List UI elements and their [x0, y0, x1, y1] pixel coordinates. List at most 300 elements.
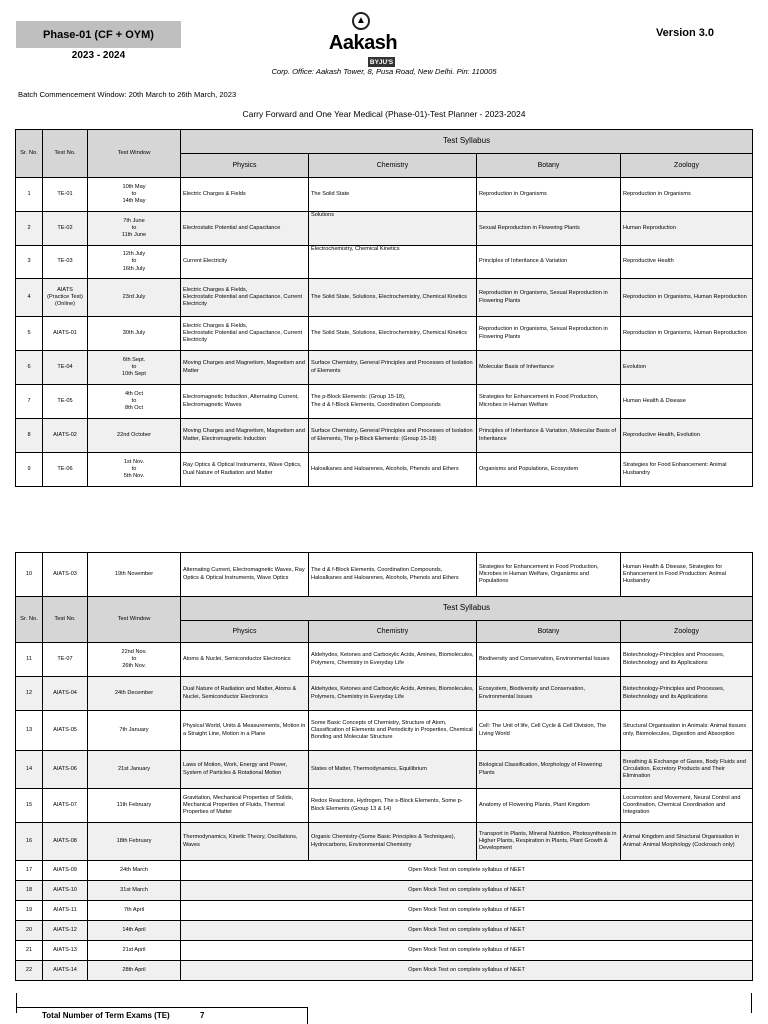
row-test-no: AIATS-13 — [43, 941, 88, 961]
row-physics — [181, 419, 309, 453]
row-physics-text: Electrostatic Potential and Capacitance — [183, 224, 281, 231]
row-zoology — [621, 351, 753, 385]
row-physics — [181, 677, 309, 711]
row-botany-text: Strategies for Enhancement in Food Production, Microbes in Human Welfare — [479, 394, 599, 408]
col-header-syllabus: Test Syllabus — [181, 130, 753, 154]
col-header-window: Test Window — [88, 130, 181, 178]
row-botany-text: Transport in Plants, Mineral Nutrition, Photosynthesis in Higher Plants, Respiration in Plants, Plant Growth & Development — [479, 830, 617, 852]
footer-border-right — [751, 993, 752, 1013]
row-test-window: 14th April — [88, 921, 181, 941]
row-sr-no-text: 3 — [27, 258, 31, 265]
row-botany — [477, 643, 621, 677]
row-sr-no — [16, 677, 43, 711]
row-sr-no-text: 2 — [27, 224, 31, 231]
row-sr-no-text: 1 — [27, 190, 31, 197]
row-botany — [477, 385, 621, 419]
row-botany — [477, 823, 621, 861]
row-chemistry — [309, 279, 477, 317]
row-zoology — [621, 751, 753, 789]
row-test-window — [88, 823, 181, 861]
row-zoology-text: Human Health & Disease — [623, 397, 686, 404]
row-test-window-text: 7th June to 11th June — [121, 217, 147, 239]
row-test-window — [88, 351, 181, 385]
row-test-no-text: AIATS-04 — [53, 689, 77, 696]
row-sr-no-text: 10 — [25, 570, 33, 577]
col-header-chemistry: Chemistry — [309, 154, 477, 178]
row-test-no: AIATS-14 — [43, 961, 88, 981]
row-test-no: AIATS-12 — [43, 921, 88, 941]
row-test-no — [43, 751, 88, 789]
row-zoology — [621, 453, 753, 487]
table-row — [16, 921, 753, 941]
table-row — [16, 751, 753, 789]
table-row — [16, 212, 753, 246]
row-test-no-text: TE-05 — [57, 397, 73, 404]
row-sr-no — [16, 317, 43, 351]
table-row — [16, 961, 753, 981]
row-test-no-text: AIATS-05 — [53, 726, 77, 733]
col-header-sr: Sr. No. — [16, 130, 43, 178]
footer-border-left — [16, 993, 17, 1013]
row-botany — [477, 419, 621, 453]
row-sr-no — [16, 453, 43, 487]
row-zoology — [621, 643, 753, 677]
row-test-no — [43, 385, 88, 419]
table-row — [16, 941, 753, 961]
row-sr-no: 22 — [16, 961, 43, 981]
row-test-no — [43, 677, 88, 711]
batch-window: Batch Commencement Window: 20th March to 26th March, 2023 — [18, 90, 237, 99]
logo-text: Aakash — [328, 32, 398, 54]
row-test-no — [43, 823, 88, 861]
row-physics — [181, 823, 309, 861]
row-test-window-text: 12th July to 16th July — [122, 251, 146, 272]
row-physics — [181, 212, 309, 246]
col-header-botany: Botany — [477, 154, 621, 178]
phase-label: Phase-01 (CF + OYM) — [16, 21, 181, 48]
col-header-syllabus: Test Syllabus — [181, 597, 753, 621]
row-botany — [477, 711, 621, 751]
row-physics-text: Gravitation, Mechanical Properties of Solids, Mechanical Properties of Fluids, Thermal Properties of Matter — [183, 794, 294, 816]
row-test-no — [43, 212, 88, 246]
row-physics — [181, 317, 309, 351]
row-sr-no-text: 13 — [25, 726, 33, 733]
row-physics — [181, 453, 309, 487]
row-chemistry-text: Organic Chemistry-(Some Basic Principles & Techniques), Hydrocarbons, Environmental Chemistry — [311, 834, 456, 848]
table-row — [16, 789, 753, 823]
table-row — [16, 419, 753, 453]
row-zoology-text: Animal Kingdom and Structural Organisation in Animal: Animal Morphology (Cockroach only) — [623, 834, 740, 848]
row-sr-no — [16, 823, 43, 861]
row-zoology — [621, 553, 753, 597]
planner-title: Carry Forward and One Year Medical (Phase-01)-Test Planner - 2023-2024 — [242, 109, 526, 119]
row-test-window — [88, 246, 181, 279]
row-sr-no: 20 — [16, 921, 43, 941]
row-sr-no — [16, 351, 43, 385]
row-test-window-text: 19th November — [114, 570, 154, 577]
row-sr-no — [16, 419, 43, 453]
table-row — [16, 178, 753, 212]
row-chemistry — [309, 789, 477, 823]
row-test-window-text: 6th Sept. to 10th Sept — [122, 356, 146, 378]
row-sr-no — [16, 178, 43, 212]
row-sr-no — [16, 553, 43, 597]
row-sr-no-text: 6 — [27, 363, 31, 370]
table-row — [16, 881, 753, 901]
table-row — [16, 246, 753, 279]
row-physics — [181, 553, 309, 597]
row-test-window-text: 22nd Nov. to 26th Nov. — [121, 648, 147, 670]
row-sr-no-text: 16 — [25, 837, 33, 844]
row-test-no: AIATS-11 — [43, 901, 88, 921]
row-zoology-text: Human Health & Disease, Strategies for Enhancement in Food Production: Animal Husbandry — [623, 563, 726, 585]
row-mock-test-syllabus: Open Mock Test on complete syllabus of NEET — [181, 941, 753, 961]
row-chemistry-text: Some Basic Concepts of Chemistry, Structure of Atom, Classification of Elements and Periodicity in Properties, Chemical Bonding and Molecular Structure — [311, 719, 473, 741]
row-physics-text: Electric Charges & Fields, Electrostatic Potential and Capacitance, Current Electricity — [183, 286, 303, 308]
row-zoology — [621, 178, 753, 212]
row-physics-text: Moving Charges and Magnetism, Magnetism and Matter, Electromagnetic Induction — [183, 428, 305, 442]
row-zoology-text: Strategies for Food Enhancement: Animal Husbandry — [623, 462, 727, 476]
col-header-test: Test No. — [43, 597, 88, 643]
row-botany — [477, 453, 621, 487]
row-sr-no — [16, 789, 43, 823]
row-physics-text: Ray Optics & Optical Instruments, Wave Optics, Dual Nature of Radiation and Matter — [183, 462, 302, 476]
row-chemistry — [309, 711, 477, 751]
row-sr-no: 17 — [16, 861, 43, 881]
row-botany — [477, 246, 621, 279]
row-chemistry — [309, 351, 477, 385]
col-header-physics: Physics — [181, 621, 309, 643]
row-mock-test-syllabus: Open Mock Test on complete syllabus of NEET — [181, 881, 753, 901]
row-test-no-text: AIATS-08 — [53, 837, 77, 844]
row-chemistry-text: The Solid State, Solutions, Electrochemistry, Chemical Kinetics — [311, 293, 467, 300]
row-test-window — [88, 212, 181, 246]
row-botany-text: Biological Classification, Morphology of Flowering Plants — [479, 762, 602, 776]
row-physics — [181, 385, 309, 419]
row-test-window: 24th March — [88, 861, 181, 881]
row-test-no-text: TE-04 — [57, 363, 73, 370]
row-zoology — [621, 279, 753, 317]
row-test-no-text: TE-03 — [57, 258, 73, 265]
row-zoology-text: Evolution — [623, 363, 647, 370]
col-header-window: Test Window — [88, 597, 181, 643]
row-botany — [477, 212, 621, 246]
row-test-no-text: TE-02 — [57, 224, 73, 231]
row-sr-no: 19 — [16, 901, 43, 921]
row-botany — [477, 553, 621, 597]
row-test-window: 31st March — [88, 881, 181, 901]
row-test-no — [43, 453, 88, 487]
row-test-no — [43, 317, 88, 351]
row-sr-no-text: 7 — [27, 397, 31, 404]
row-botany-text: Biodiversity and Conservation, Environmental Issues — [479, 655, 610, 662]
row-botany-text: Cell: The Unit of life, Cell Cycle & Cell Division, The Living World — [479, 723, 607, 737]
table-row — [16, 317, 753, 351]
table-row — [16, 677, 753, 711]
row-test-no: AIATS-09 — [43, 861, 88, 881]
row-physics-text: Dual Nature of Radiation and Matter, Atoms & Nuclei, Semiconductor Electronics — [183, 686, 297, 700]
row-zoology-text: Reproduction in Organisms — [623, 190, 691, 197]
row-sr-no-text: 4 — [27, 293, 31, 300]
row-zoology-text: Structural Organisation in Animals: Animal tissues only, Biomolecules, Digestion and Absorption — [623, 723, 747, 737]
row-test-window-text: 10th May to 14th May — [122, 183, 146, 205]
row-test-no-text: AIATS-01 — [53, 329, 77, 336]
table-row — [16, 823, 753, 861]
row-zoology — [621, 789, 753, 823]
footer-divider-vertical — [307, 1007, 308, 1024]
table-row — [16, 385, 753, 419]
row-physics-text: Physical World, Units & Measurements, Motion in a Straight Line, Motion in a Plane — [183, 723, 306, 737]
row-sr-no: 21 — [16, 941, 43, 961]
row-chemistry — [309, 677, 477, 711]
row-sr-no — [16, 246, 43, 279]
row-botany-text: Ecosystem, Biodiversity and Conservation, Environmental Issues — [479, 686, 586, 700]
row-zoology-text: Reproductive Health, Evolution — [623, 431, 700, 438]
row-botany-text: Reproduction in Organisms — [479, 190, 547, 197]
row-test-no — [43, 178, 88, 212]
row-zoology — [621, 317, 753, 351]
row-botany-text: Organisms and Populations, Ecosystem — [479, 465, 579, 472]
row-mock-test-syllabus: Open Mock Test on complete syllabus of NEET — [181, 901, 753, 921]
row-physics — [181, 643, 309, 677]
row-test-window — [88, 677, 181, 711]
col-header-chemistry: Chemistry — [309, 621, 477, 643]
row-sr-no — [16, 212, 43, 246]
row-chemistry-text: Solutions — [311, 212, 335, 218]
row-mock-test-syllabus: Open Mock Test on complete syllabus of NEET — [181, 861, 753, 881]
row-test-no — [43, 789, 88, 823]
row-test-window-text: 1st Nov. to 5th Nov. — [123, 458, 145, 480]
row-chemistry-text: Surface Chemistry, General Principles and Processes of Isolation of Elements — [311, 360, 473, 374]
row-zoology — [621, 823, 753, 861]
row-botany — [477, 677, 621, 711]
row-botany-text: Sexual Reproduction in Flowering Plants — [479, 224, 580, 231]
row-chemistry — [309, 317, 477, 351]
row-botany — [477, 751, 621, 789]
row-botany-text: Anatomy of Flowering Plants, Plant Kingdom — [479, 801, 590, 808]
table-row — [16, 711, 753, 751]
row-test-window — [88, 751, 181, 789]
row-sr-no-text: 8 — [27, 431, 31, 438]
row-botany-text: Principles of Inheritance & Variation — [479, 258, 568, 265]
row-test-window-text: 22nd October — [117, 431, 151, 438]
row-zoology-text: Reproduction in Organisms, Human Reproduction — [623, 293, 747, 300]
row-zoology — [621, 385, 753, 419]
row-chemistry — [309, 453, 477, 487]
row-zoology-text: Locomotion and Movement, Neural Control and Coordination, Chemical Coordination and Integration — [623, 794, 741, 816]
col-header-physics: Physics — [181, 154, 309, 178]
col-header-botany: Botany — [477, 621, 621, 643]
row-test-no — [43, 279, 88, 317]
row-botany — [477, 351, 621, 385]
table-row — [16, 861, 753, 881]
row-test-no-text: AIATS-02 — [53, 431, 77, 438]
row-sr-no-text: 5 — [27, 329, 31, 336]
row-sr-no — [16, 711, 43, 751]
row-sr-no-text: 14 — [25, 765, 33, 772]
row-zoology — [621, 212, 753, 246]
row-test-no-text: TE-07 — [57, 655, 73, 662]
row-sr-no — [16, 751, 43, 789]
row-test-window-text: 4th Oct to 8th Oct — [124, 390, 144, 412]
row-test-window — [88, 711, 181, 751]
row-sr-no-text: 15 — [25, 801, 33, 808]
row-test-window — [88, 317, 181, 351]
table-row — [16, 901, 753, 921]
academic-year: 2023 - 2024 — [71, 50, 126, 61]
row-test-window — [88, 643, 181, 677]
row-test-window: 28th April — [88, 961, 181, 981]
row-test-window-text: 30th July — [122, 329, 146, 336]
row-test-window — [88, 279, 181, 317]
row-chemistry-text: The d & f-Block Elements, Coordination Compounds, Haloalkanes and Haloarenes, Alcohols, Phenols and Ethers — [311, 567, 459, 581]
row-physics-text: Electromagnetic Induction, Alternating Current, Electromagnetic Waves — [183, 394, 299, 408]
row-test-window — [88, 789, 181, 823]
table-row — [16, 643, 753, 677]
row-physics — [181, 246, 309, 279]
table-row — [16, 351, 753, 385]
row-test-no-text: AIATS-07 — [53, 801, 77, 808]
row-zoology — [621, 419, 753, 453]
row-zoology-text: Biotechnology-Principles and Processes, Biotechnology and its Applications — [623, 686, 725, 700]
row-physics-text: Alternating Current, Electromagnetic Waves, Ray Optics & Optical Instruments, Wave Optics — [183, 567, 305, 581]
row-chemistry-text: The p-Block Elements: (Group 15-18), The d & f-Block Elements, Coordination Compounds — [311, 394, 441, 408]
row-test-window — [88, 385, 181, 419]
row-test-window — [88, 453, 181, 487]
row-botany-text: Molecular Basis of Inheritance — [479, 363, 554, 370]
row-botany-text: Principles of Inheritance & Variation, Molecular Basis of Inheritance — [479, 428, 617, 442]
row-zoology-text: Reproduction in Organisms, Human Reproduction — [623, 329, 747, 336]
version-label: Version 3.0 — [655, 27, 715, 39]
row-botany-text: Reproduction in Organisms, Sexual Reproduction in Flowering Plants — [479, 290, 608, 304]
row-physics — [181, 178, 309, 212]
row-test-no — [43, 643, 88, 677]
row-botany — [477, 279, 621, 317]
row-physics-text: Laws of Motion, Work, Energy and Power, System of Particles & Rotational Motion — [183, 762, 288, 776]
row-botany — [477, 178, 621, 212]
row-physics — [181, 711, 309, 751]
row-test-window-text: 11th February — [116, 801, 152, 808]
row-zoology-text: Biotechnology-Principles and Processes, Biotechnology and its Applications — [623, 652, 725, 666]
aakash-logo — [318, 10, 408, 70]
row-test-window-text: 23rd July — [122, 293, 146, 300]
row-botany-text: Strategies for Enhancement in Food Production, Microbes in Human Welfare, Organisms and Populations — [479, 563, 599, 585]
row-zoology-text: Reproductive Health — [623, 258, 674, 265]
row-botany — [477, 789, 621, 823]
row-test-no-text: TE-06 — [57, 465, 73, 472]
row-chemistry-text: Redox Reactions, Hydrogen, The s-Block Elements, Some p-Block Elements (Group 13 & 14) — [311, 798, 463, 812]
logo-sub: BYJU'S — [369, 58, 394, 66]
row-chemistry-text: Aldehydes, Ketones and Carboxylic Acids, Amines, Biomolecules, Polymers, Chemistry in Everyday Life — [311, 686, 474, 700]
row-test-no — [43, 246, 88, 279]
row-test-no — [43, 553, 88, 597]
row-sr-no: 18 — [16, 881, 43, 901]
row-chemistry — [309, 643, 477, 677]
row-test-window — [88, 419, 181, 453]
row-chemistry-text: Surface Chemistry, General Principles and Processes of Isolation of Elements, The p-Block Elements: (Group 15-18) — [311, 428, 473, 442]
test-planner-table-1 — [15, 129, 753, 487]
row-physics-text: Atoms & Nuclei, Semiconductor Electronics — [183, 655, 291, 662]
row-test-no — [43, 711, 88, 751]
table-row — [16, 553, 753, 597]
row-physics — [181, 751, 309, 789]
row-test-window — [88, 178, 181, 212]
row-test-window-text: 21st January — [117, 765, 151, 772]
row-test-no-text: AIATS-06 — [53, 765, 77, 772]
row-physics — [181, 351, 309, 385]
row-sr-no-text: 9 — [27, 465, 31, 472]
row-test-no-text: AIATS-03 — [53, 570, 77, 577]
row-botany — [477, 317, 621, 351]
row-physics — [181, 279, 309, 317]
total-term-exams-value: 7 — [200, 1011, 205, 1020]
row-chemistry — [309, 751, 477, 789]
row-physics-text: Electric Charges & Fields — [183, 190, 246, 197]
row-sr-no-text: 12 — [25, 689, 33, 696]
row-chemistry — [309, 246, 477, 279]
row-test-window-text: 18th February — [116, 837, 152, 844]
table-row — [16, 453, 753, 487]
logo-emblem-icon: ▲ — [352, 12, 370, 30]
row-test-window: 7th April — [88, 901, 181, 921]
row-sr-no — [16, 643, 43, 677]
row-chemistry — [309, 823, 477, 861]
row-test-no — [43, 419, 88, 453]
footer-divider — [16, 1007, 308, 1008]
row-sr-no — [16, 279, 43, 317]
total-term-exams-label: Total Number of Term Exams (TE) — [42, 1011, 170, 1020]
row-chemistry — [309, 419, 477, 453]
row-physics-text: Current Electricity — [183, 258, 228, 265]
row-chemistry-text: Aldehydes, Ketones and Carboxylic Acids, Amines, Biomolecules, Polymers, Chemistry in Everyday Life — [311, 652, 474, 666]
row-chemistry — [309, 212, 477, 246]
row-test-window: 21st April — [88, 941, 181, 961]
corp-office: Corp. Office: Aakash Tower, 8, Pusa Road, New Delhi. Pin: 110005 — [271, 67, 497, 76]
row-sr-no-text: 11 — [26, 655, 32, 662]
row-zoology-text: Breathing & Exchange of Gases, Body Fluids and Circulation, Excretory Products and Their Elimination — [623, 758, 746, 780]
col-header-zoology: Zoology — [621, 621, 753, 643]
row-test-window-text: 24th December — [114, 689, 154, 696]
test-planner-table-2 — [15, 552, 753, 981]
row-physics-text: Moving Charges and Magnetism, Magnetism and Matter — [183, 360, 305, 374]
row-chemistry — [309, 553, 477, 597]
col-header-test: Test No. — [43, 130, 88, 178]
row-mock-test-syllabus: Open Mock Test on complete syllabus of NEET — [181, 961, 753, 981]
row-test-window — [88, 553, 181, 597]
row-test-no-text: TE-01 — [57, 190, 73, 197]
row-zoology-text: Human Reproduction — [623, 224, 676, 231]
row-botany-text: Reproduction in Organisms, Sexual Reproduction in Flowering Plants — [479, 326, 608, 340]
row-chemistry — [309, 385, 477, 419]
row-chemistry-text: Electrochemistry, Chemical Kinetics — [311, 246, 400, 252]
row-test-window-text: 7th January — [119, 726, 149, 733]
col-header-sr: Sr. No. — [16, 597, 43, 643]
row-zoology — [621, 677, 753, 711]
row-physics-text: Electric Charges & Fields, Electrostatic Potential and Capacitance, Current Electricity — [183, 322, 303, 344]
row-chemistry-text: The Solid State — [311, 190, 350, 197]
row-test-no — [43, 351, 88, 385]
row-test-no: AIATS-10 — [43, 881, 88, 901]
row-mock-test-syllabus: Open Mock Test on complete syllabus of NEET — [181, 921, 753, 941]
row-physics-text: Thermodynamics, Kinetic Theory, Oscillations, Waves — [183, 834, 298, 848]
table-row — [16, 279, 753, 317]
row-chemistry — [309, 178, 477, 212]
row-chemistry-text: States of Matter, Thermodynamics, Equilibrium — [311, 765, 427, 772]
row-chemistry-text: The Solid State, Solutions, Electrochemistry, Chemical Kinetics — [311, 329, 467, 336]
row-zoology — [621, 711, 753, 751]
row-sr-no — [16, 385, 43, 419]
row-test-no-text: AIATS (Practice Test) (Online) — [47, 286, 83, 308]
